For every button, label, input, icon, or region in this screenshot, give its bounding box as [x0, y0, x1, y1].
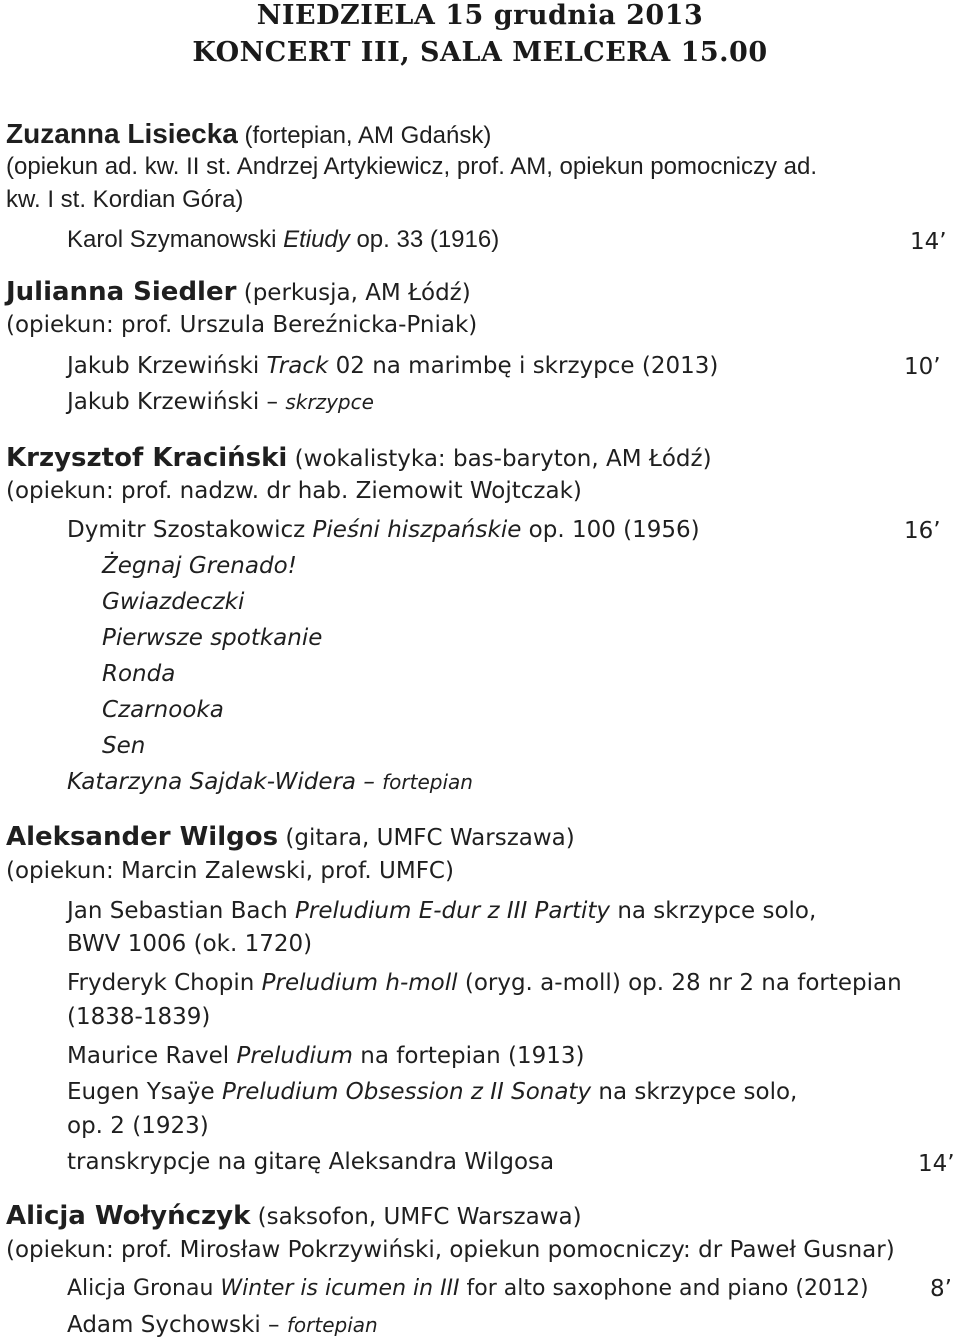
accompanist-name: Adam Sychowski – [67, 1312, 287, 1338]
song-title: Żegnaj Grenado! [102, 553, 297, 579]
supervisor-line: (opiekun: prof. Urszula Bereźnicka-Pniak) [6, 312, 478, 338]
work-info: na fortepian (1913) [352, 1043, 585, 1069]
performer-name: Zuzanna Lisiecka [6, 118, 238, 149]
accompanist-line [67, 1309, 378, 1341]
work-title: Preludium h-moll [261, 970, 458, 996]
performer-details: (saksofon, UMFC Warszawa) [250, 1204, 582, 1230]
composer: Eugen Ysaÿe [67, 1079, 222, 1105]
performer-name: Krzysztof Kraciński [6, 443, 288, 473]
work-info: (oryg. a-moll) op. 28 nr 2 na fortepian [457, 970, 902, 996]
song-title: Czarnooka [102, 697, 224, 723]
performer-line [6, 442, 712, 475]
work-title: Etiudy [283, 226, 350, 253]
composer: transkrypcje na gitarę Aleksandra Wilgosa [67, 1149, 555, 1175]
duration: 14’ [910, 229, 947, 255]
work-line [67, 967, 902, 999]
composer: Dymitr Szostakowicz [67, 517, 313, 543]
accompanist-name: Katarzyna Sajdak-Widera – [67, 769, 383, 795]
song-title: Gwiazdeczki [102, 589, 245, 615]
performer-name: Julianna Siedler [6, 277, 237, 307]
song-title: Sen [102, 733, 146, 759]
work-info: 02 na marimbę i skrzypce (2013) [328, 353, 719, 379]
concert-date-heading: NIEDZIELA 15 grudnia 2013 [256, 0, 704, 31]
work-title: Preludium E-dur z III Partity [295, 898, 611, 924]
duration: 16’ [904, 518, 941, 544]
accompanist-instrument: skrzypce [285, 390, 374, 414]
performer-name: Alicja Wołyńczyk [6, 1201, 251, 1231]
work-line [67, 1146, 554, 1178]
duration: 8’ [930, 1276, 952, 1302]
work-info: op. 100 (1956) [521, 517, 700, 543]
supervisor-line: (opiekun: prof. Mirosław Pokrzywiński, opiekun pomocniczy: dr Paweł Gusnar) [6, 1237, 895, 1263]
performer-details: (perkusja, AM Łódź) [236, 280, 471, 306]
performer-line [6, 276, 471, 309]
performer-details: (wokalistyka: bas-baryton, AM Łódź) [287, 446, 712, 472]
composer: Jakub Krzewiński [67, 353, 267, 379]
work-info: na skrzypce solo, [610, 898, 817, 924]
accompanist-instrument: fortepian [286, 1313, 378, 1337]
supervisor-line: kw. I st. Kordian Góra) [6, 186, 244, 213]
work-info: for alto saxophone and piano (2012) [459, 1276, 869, 1301]
performer-name: Aleksander Wilgos [6, 822, 279, 852]
accompanist-line [67, 386, 374, 418]
performer-details: (fortepian, AM Gdańsk) [237, 122, 492, 149]
performer-line [6, 118, 491, 152]
work-info: op. 33 (1916) [349, 226, 500, 253]
performer-line [6, 1200, 582, 1233]
performer-line [6, 821, 575, 854]
work-title: Preludium [236, 1043, 353, 1069]
performer-details: (gitara, UMFC Warszawa) [278, 825, 575, 851]
work-line [67, 224, 499, 256]
song-title: Ronda [102, 661, 176, 687]
work-line [67, 514, 700, 546]
work-line [67, 1040, 584, 1072]
composer: Karol Szymanowski [67, 226, 284, 253]
composer: Maurice Ravel [67, 1043, 237, 1069]
song-title: Pierwsze spotkanie [102, 625, 323, 651]
supervisor-line: (opiekun: prof. nadzw. dr hab. Ziemowit Wojtczak) [6, 478, 582, 504]
supervisor-line: (opiekun: Marcin Zalewski, prof. UMFC) [6, 858, 454, 884]
work-title: Preludium Obsession z II Sonaty [221, 1079, 592, 1105]
duration: 10’ [904, 354, 941, 380]
work-title: Track [266, 353, 329, 379]
work-line-continued: op. 2 (1923) [67, 1113, 209, 1139]
composer: Jan Sebastian Bach [67, 898, 295, 924]
work-title: Winter is icumen in III [220, 1276, 460, 1301]
concert-venue-heading: KONCERT III, SALA MELCERA 15.00 [192, 37, 768, 68]
work-info: na skrzypce solo, [591, 1079, 798, 1105]
composer: Fryderyk Chopin [67, 970, 262, 996]
accompanist-instrument: fortepian [382, 770, 473, 794]
supervisor-line: (opiekun ad. kw. II st. Andrzej Artykiewicz, prof. AM, opiekun pomocniczy ad. [6, 153, 818, 180]
work-title: Pieśni hiszpańskie [312, 517, 522, 543]
accompanist-name: Jakub Krzewiński – [67, 389, 286, 415]
composer: Alicja Gronau [67, 1276, 221, 1301]
duration: 14’ [918, 1151, 955, 1177]
work-line-continued: (1838-1839) [67, 1004, 211, 1030]
work-line [67, 895, 816, 927]
work-line [67, 350, 718, 382]
work-line [67, 1076, 797, 1108]
accompanist-line [67, 766, 473, 798]
work-line-continued: BWV 1006 (ok. 1720) [67, 931, 313, 957]
work-line [67, 1273, 869, 1305]
